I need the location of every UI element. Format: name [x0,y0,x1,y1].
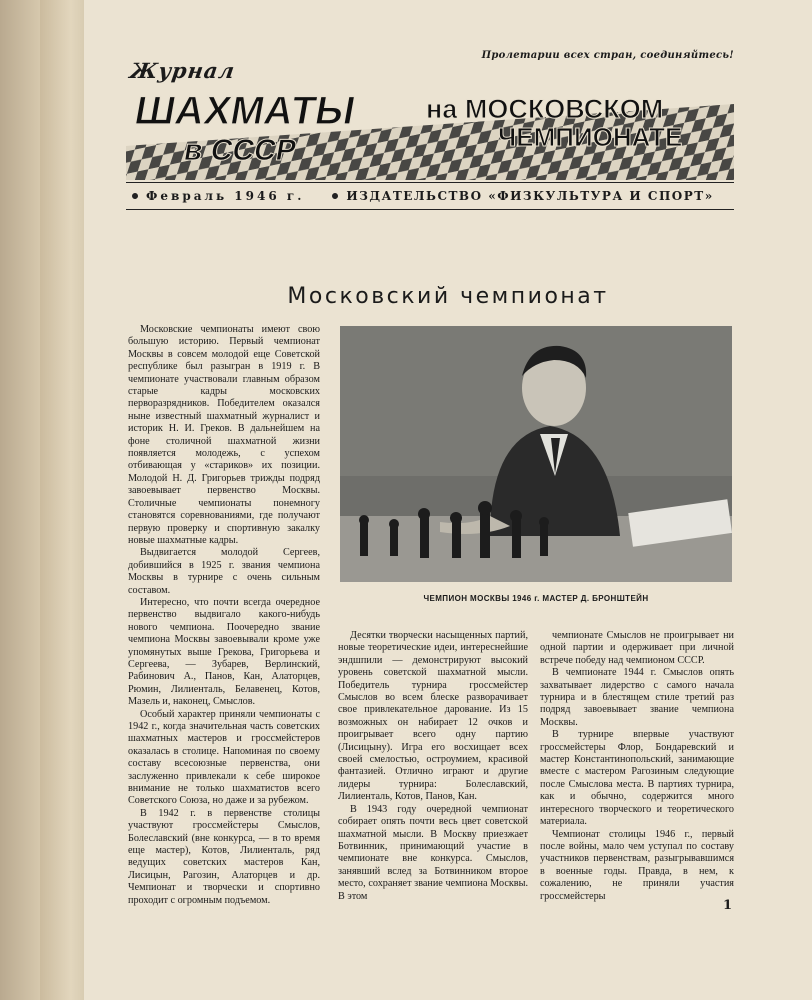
pawn-icon [331,192,339,200]
publisher: ИЗДАТЕЛЬСТВО «ФИЗКУЛЬТУРА И СПОРТ» [346,189,714,203]
masthead-banner [126,84,734,180]
column-1 [128,324,320,907]
slogan: Пролетарии всех стран, соединяйтесь! [481,50,734,61]
paragraph: В чемпионате 1944 г. Смыслов опять захватывает лидерство с самого начала турнира и в блестящем стиле третий раз подряд завоевывает звание чемпиона Москвы. [540,667,734,728]
column-2 [338,630,528,903]
paragraph: Десятки творчески насыщенных партий, новые теоретические идеи, интереснейшие эндшпили — демонстрируют высокий уровень советской шахматной мысли. Победитель турнира гроссмейстер Смыслов во всем блеске разворачивает свое привлекательное дарование. Из 15 возможных он набирает 12 очков и проигрывает всего одну партию (Лисицыну). Игра его восхищает всех своей смелостью, остроумием, красивой фантазией. Отлично играют и другие лидеры турнира: Болеславский, Лилиенталь, Котов, Панов, Кан. [338,630,528,803]
issue-date: Февраль 1946 г. [146,189,305,203]
paragraph: Особый характер приняли чемпионаты с 1942 г., когда значительная часть советских шахматных мастеров и гроссмейстеров оказалась в столице. Напоминая по своему составу всесоюзные первенства, они заслуженно привлекали к себе широкое внимание не только шахматистов всего Советского Союза, но даже и за рубежом. [128,708,320,807]
paragraph: Интересно, что почти всегда очередное первенство выдвигало какого-нибудь нового чемпиона. Поочередно звание чемпиона Москвы завоевывали кроме уже упомянутых выше Грекова, Григорьева и Сергеева, — Зубарев, Верлинский, Рабинович А., Панов, Кан, Алаторцев, Рюмин, Лилиенталь, Белавенец, Котов, Мазель и, наконец, Смыслов. [128,596,320,708]
issue-band [126,182,734,210]
masthead [126,44,734,186]
champion-photo [340,326,732,582]
page-edge [40,0,84,1000]
paragraph: В 1943 году очередной чемпионат собирает опять почти весь цвет советской шахматной мысли. В Москву приезжает Ботвинник, принимающий участие в чемпионате вне конкурса. Смыслов, занявший вслед за Ботвинником второе место, сохраняет звание чемпиона Москвы. В этом [338,803,528,902]
pawn-icon [131,192,139,200]
paragraph: чемпионате Смыслов не проигрывает ни одной партии и одерживает при личной встрече победу над чемпионом СССР. [540,630,734,666]
paragraph: Выдвигается молодой Сергеев, добившийся в 1925 г. звания чемпиона Москвы в турнире с очень сильным составом. [128,547,320,596]
banner-right2: ЧЕМПИОНАТЕ [498,122,683,152]
paragraph: В турнире впервые участвуют гроссмейстеры Флор, Бондаревский и мастер Константинопольский, занимающие вместе с мастером Рагозиным следующие после Смыслова места. В партиях турнира, как и обычно, содержится много интересного творческого и теоретического материала. [540,729,734,828]
column-3 [540,630,734,903]
banner-right1: на МОСКОВСКОМ [426,94,664,124]
magazine-page [84,0,812,1000]
photo-caption: ЧЕМПИОН МОСКВЫ 1946 г. МАСТЕР Д. БРОНШТЕЙН [423,594,649,603]
journal-word: Журнал [128,58,237,83]
paragraph: В 1942 г. в первенстве столицы участвуют гроссмейстеры Смыслов, Болеславский (вне конкурса, — в то время еще мастер), Котов, Лилиенталь, ряд ведущих советских мастеров Кан, Лисицын, Рагозин, Алаторцев и др. Чемпионат и творчески и спортивно проходит с огромным подъемом. [128,807,320,906]
banner-line1: ШАХМАТЫ [131,88,359,133]
article-title: Московский чемпионат [287,284,609,309]
paragraph: Чемпионат столицы 1946 г., первый после войны, мало чем уступал по составу участников первенствам, разыгрывавшимся в военные годы. Правда, в нем, к сожалению, не приняли участия гроссмейстеры [540,828,734,902]
banner-line2: в СССР [181,134,299,167]
paragraph: Московские чемпионаты имеют свою большую историю. Первый чемпионат Москвы в совсем молодой еще Советской республике был разыгран в 1919 г. В чемпионате участвовали главным образом старые кадры московских перворазрядников. Победителем оказался ныне известный шахматный журналист и историк Н. И. Греков. В дальнейшем на фоне столичной шахматной жизни появляется молодежь, с успехом отбивающая у «стариков» их позиции. Молодой Н. Д. Григорьев трижды подряд завоевывает первенство Москвы. Столичные чемпионаты понемногу становятся соревнованиями, где получают первую проверку и спортивную закалку новые шахматные кадры. [128,324,320,546]
page-number: 1 [722,898,732,913]
book-binding [0,0,40,1000]
